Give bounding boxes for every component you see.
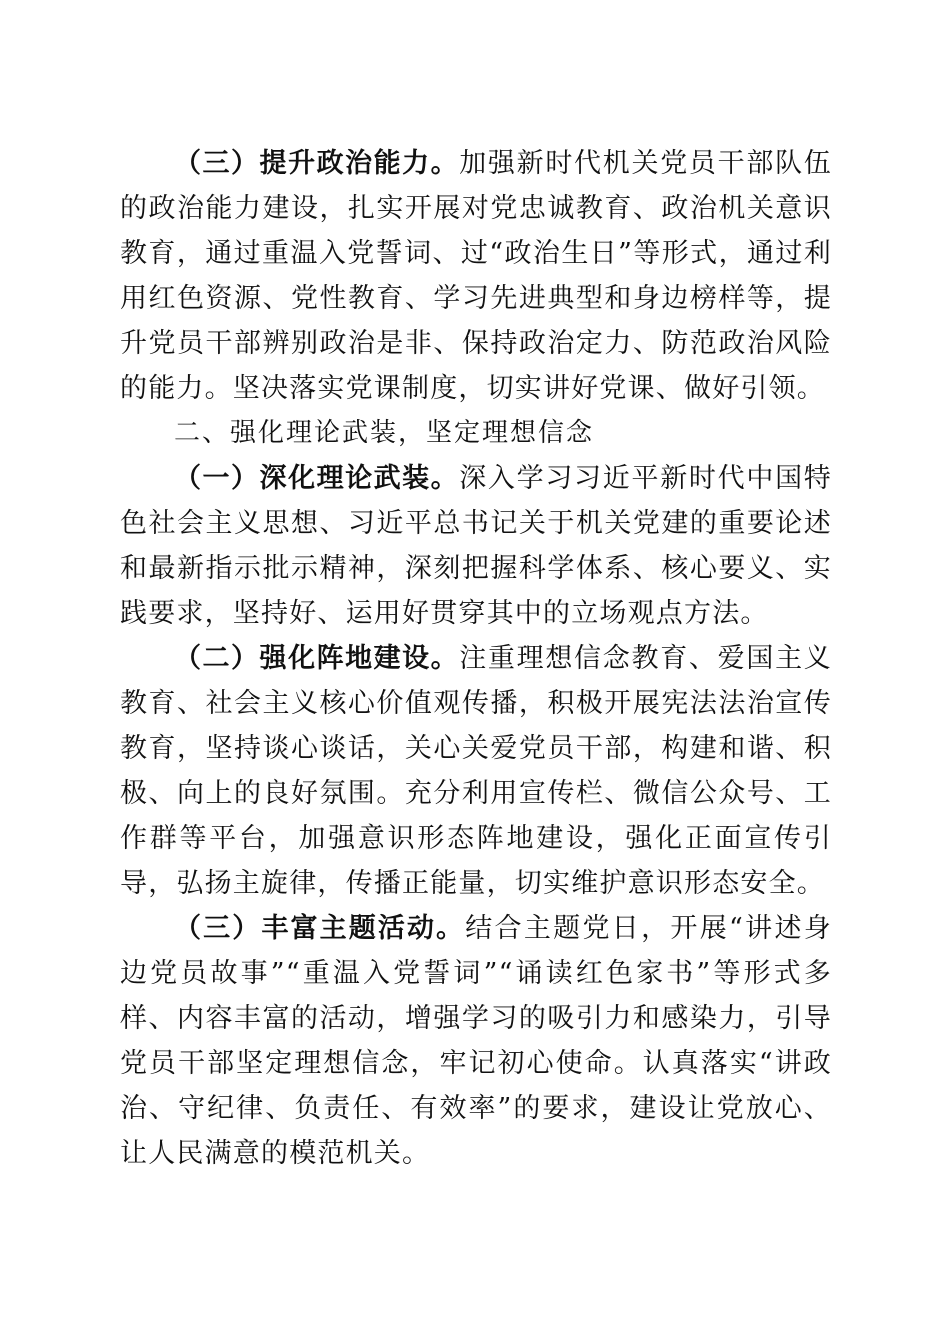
section-heading: 二、强化理论武装，坚定理想信念 (174, 418, 595, 448)
paragraph-lead: （三）丰富主题活动。 (174, 913, 466, 944)
paragraph-lead: （三）提升政治能力。 (174, 148, 460, 179)
paragraph-text: 深入学习习近平新时代中国特色社会主义思想、习近平总书记关于机关党建的重要论述和最新指示批示精神，深刻把握科学体系、核心要义、实践要求，坚持好、运用好贯穿其中的立场观点方法。 (120, 463, 833, 629)
document-body (120, 141, 832, 1176)
paragraph-political-ability (120, 141, 832, 411)
paragraph-text: 注重理想信念教育、爱国主义教育、社会主义核心价值观传播，积极开展宪法法治宣传教育，坚持谈心谈话，关心关爱党员干部，构建和谐、积极、向上的良好氛围。充分利用宣传栏、微信公众号、工作群等平台，加强意识形态阵地建设，强化正面宣传引导，弘扬主旋律，传播正能量，切实维护意识形态安全。 (120, 643, 833, 899)
paragraph-lead: （二）强化阵地建设。 (174, 643, 460, 674)
paragraph-position-building (120, 636, 832, 906)
paragraph-theory-study (120, 456, 832, 636)
paragraph-text: 加强新时代机关党员干部队伍的政治能力建设，扎实开展对党忠诚教育、政治机关意识教育，通过重温入党誓词、过“政治生日”等形式，通过利用红色资源、党性教育、学习先进典型和身边榜样等，提升党员干部辨别政治是非、保持政治定力、防范政治风险的能力。坚决落实党课制度，切实讲好党课、做好引领。 (120, 148, 833, 404)
paragraph-lead: （一）深化理论武装。 (174, 463, 460, 494)
paragraph-text: 结合主题党日，开展“讲述身边党员故事”“重温入党誓词”“诵读红色家书”等形式多样、内容丰富的活动，增强学习的吸引力和感染力，引导党员干部坚定理想信念，牢记初心使命。认真落实“讲政治、守纪律、负责任、有效率”的要求，建设让党放心、让人民满意的模范机关。 (120, 913, 833, 1169)
paragraph-theme-activities (120, 906, 832, 1176)
